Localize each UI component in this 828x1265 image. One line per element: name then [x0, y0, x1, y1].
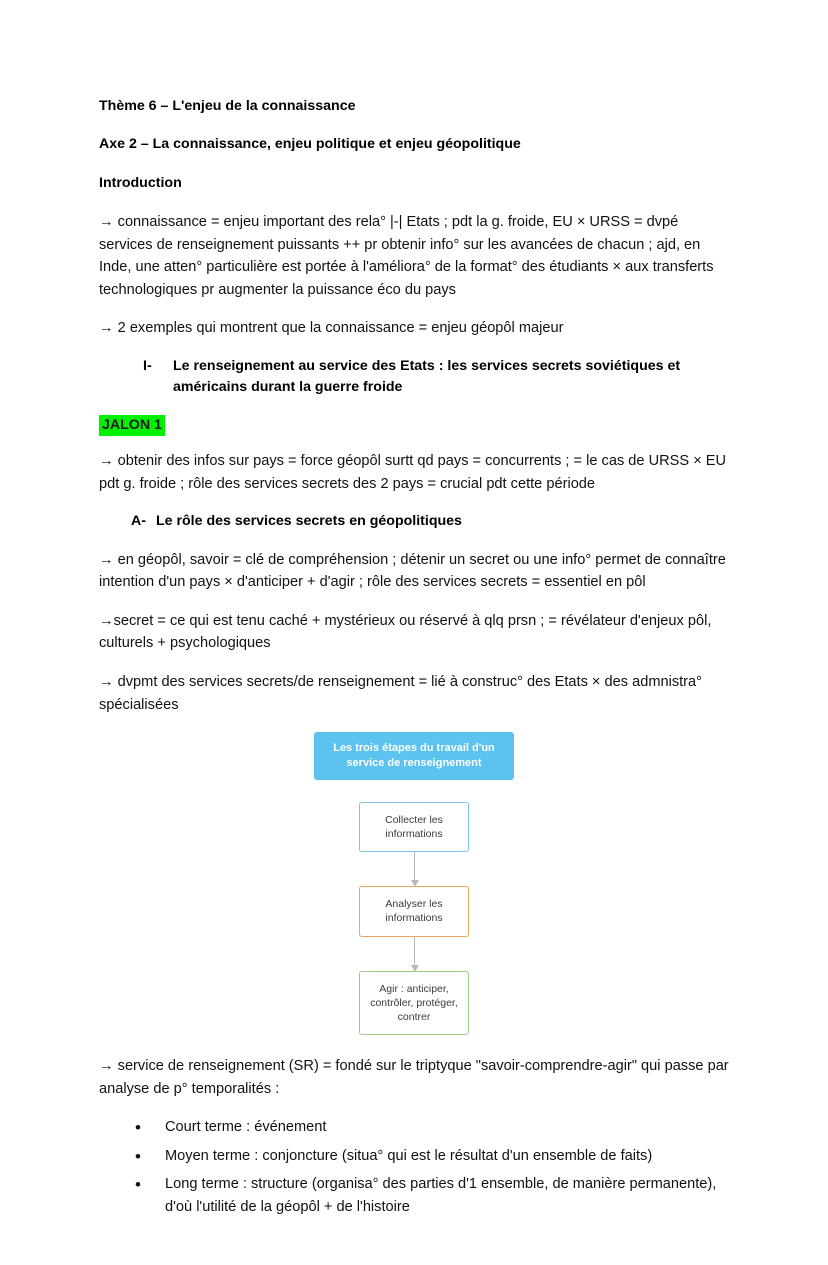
subsection-a-number: A- [131, 513, 146, 530]
section-1-number: I- [143, 357, 152, 374]
temporalities-list [99, 1116, 729, 1218]
intelligence-process-diagram [99, 732, 729, 1035]
diagram-step-collect: Collecter les informations [359, 802, 469, 852]
introduction-heading: Introduction [99, 174, 182, 191]
list-item: • Court terme : événement [135, 1116, 729, 1139]
jalon-1-badge: JALON 1 [99, 415, 165, 436]
subsection-a-paragraph-1: → en géopôl, savoir = clé de compréhension ; détenir un secret ou une info° permet de connaître intention d'un pays × d'anticiper + d'agir ; rôle des services secrets = essentiel en pôl [99, 551, 726, 591]
jalon-1-wrapper [99, 415, 729, 436]
post-diagram-paragraph: → service de renseignement (SR) = fondé sur le triptyque "savoir-comprendre-agir" qui passe par analyse de p° temporalités : [99, 1058, 729, 1097]
intro-paragraph-2: → 2 exemples qui montrent que la connaissance = enjeu géopôl majeur [99, 320, 564, 337]
document-body [99, 96, 729, 1219]
intro-paragraph-1: → connaissance = enjeu important des rela° |-| Etats ; pdt la g. froide, EU × URSS = dvpé services de renseignement puissants ++ pr obtenir info° sur les avancées de chacun ; ajd, en Inde, une atten° particulière est portée à l'améliora° de la format° des étudiants × aux transferts technologiques pr augmenter la puissance éco du pays [99, 213, 714, 298]
section-1-heading [143, 356, 703, 399]
diagram-step-analyze: Analyser les informations [359, 886, 469, 936]
section-1-title: Le renseignement au service des Etats : les services secrets soviétiques et américains durant la guerre froide [173, 357, 681, 396]
list-item: • Long terme : structure (organisa° des parties d'1 ensemble, de manière permanente), d'où l'utilité de la géopôl + de l'histoire [135, 1173, 729, 1218]
document-theme-title: Thème 6 – L'enjeu de la connaissance [99, 98, 356, 114]
diagram-arrow-1-icon [414, 852, 415, 886]
diagram-step-act: Agir : anticiper, contrôler, protéger, contrer [359, 971, 469, 1036]
section-1-paragraph-1: → obtenir des infos sur pays = force géopôl surtt qd pays = concurrents ; = le cas de URSS × EU pdt g. froide ; rôle des services secrets des 2 pays = crucial pdt cette période [99, 452, 727, 492]
diagram-arrow-2-icon [414, 937, 415, 971]
subsection-a-paragraph-2: →secret = ce qui est tenu caché + mystérieux ou réservé à qlq prsn ; = révélateur d'enjeux pôl, culturels + psychologiques [99, 612, 712, 652]
subsection-a-title: Le rôle des services secrets en géopolitiques [155, 513, 462, 530]
subsection-a-paragraph-3: → dvpmt des services secrets/de renseignement = lié à construc° des Etats × des admnistra° spécialisées [99, 673, 702, 713]
diagram-title: Les trois étapes du travail d'un service de renseignement [314, 732, 514, 780]
list-item: • Moyen terme : conjoncture (situa° qui est le résultat d'un ensemble de faits) [135, 1145, 729, 1168]
document-axis-title: Axe 2 – La connaissance, enjeu politique et enjeu géopolitique [99, 136, 521, 153]
subsection-a-heading [131, 511, 729, 532]
